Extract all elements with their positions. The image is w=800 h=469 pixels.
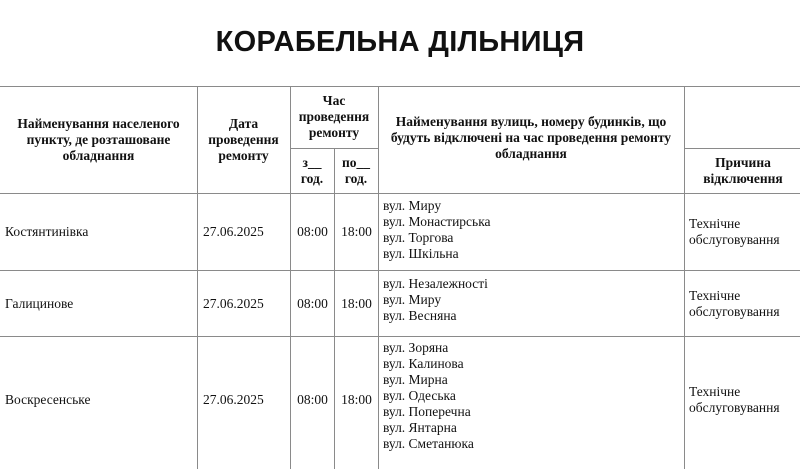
street-item: вул. Сметанюка [383,436,474,451]
row-1-to [335,194,378,270]
row-2-to-text: 18:00 [341,295,372,311]
row-2-date-text: 27.06.2025 [203,295,264,311]
row-2-settlement-text: Галицинове [5,295,74,311]
street-item: вул. Мирна [383,372,448,387]
header-streets [382,114,680,162]
header-settlement [2,86,195,193]
header-reason-label: Причина відключення [703,155,783,186]
row-3-reason-text: Технічне обслуговування [689,384,780,415]
street-item: вул. Зоряна [383,340,449,355]
header-time-label: Час проведення ремонту [298,93,370,140]
row-1-reason-text: Технічне обслуговування [689,216,780,247]
street-item: вул. Монастирська [383,214,491,229]
street-item: вул. Незалежності [383,276,488,291]
row-2-to [335,271,378,336]
col-divider-5 [684,86,685,469]
header-settlement-label: Найменування населеного пункту, де розташоване обладнання [17,115,180,163]
street-item: вул. Поперечна [383,404,471,419]
header-from-label: з__ год. [300,155,324,186]
street-item: вул. Одеська [383,388,456,403]
street-item: вул. Миру [383,198,442,213]
outage-table [0,86,800,469]
street-item: вул. Шкільна [383,246,459,261]
row-2-reason-text: Технічне обслуговування [689,287,780,319]
header-date [199,86,288,193]
row-1-date-text: 27.06.2025 [203,224,264,239]
row-1-streets [383,198,681,262]
row-1-from-text: 08:00 [297,224,328,239]
header-from [292,149,332,193]
row-2-settlement [5,271,195,336]
row-2-from-text: 08:00 [297,295,328,311]
header-reason [688,149,798,193]
street-item: вул. Янтарна [383,420,457,435]
row-3-to-text: 18:00 [341,392,372,407]
street-item: вул. Миру [383,292,442,307]
street-item: вул. Калинова [383,356,464,371]
col-divider-1 [197,86,198,469]
row-1-date [203,194,289,270]
header-to-label: по__ год. [341,155,371,186]
row-2-streets [383,276,681,324]
row-2-from [291,271,334,336]
page-title: КОРАБЕЛЬНА ДІЛЬНИЦЯ [215,26,585,58]
row-1-settlement-text: Костянтинівка [5,224,89,239]
row-1-settlement [5,194,195,270]
street-item: вул. Весняна [383,308,457,323]
row-3-settlement-text: Воскресенське [5,392,91,407]
row-3-settlement [5,337,195,463]
row-2-reason [689,271,799,336]
col-divider-4 [378,86,379,469]
row-3-date [203,337,289,463]
header-to [336,149,376,193]
header-time [292,86,376,148]
street-item: вул. Торгова [383,230,454,245]
header-streets-label: Найменування вулиць, номеру будинків, що будуть відключені на час проведення ремонту обладнання [390,114,672,161]
row-1-from [291,194,334,270]
row-2-date [203,271,289,336]
row-3-from-text: 08:00 [297,392,328,407]
header-date-label: Дата проведення ремонту [208,115,279,163]
row-3-from [291,337,334,463]
row-3-date-text: 27.06.2025 [203,392,264,407]
row-3-to [335,337,378,463]
row-1-to-text: 18:00 [341,224,372,239]
row-3-streets [383,340,681,452]
row-3-reason [689,337,799,463]
row-1-reason [689,194,799,270]
